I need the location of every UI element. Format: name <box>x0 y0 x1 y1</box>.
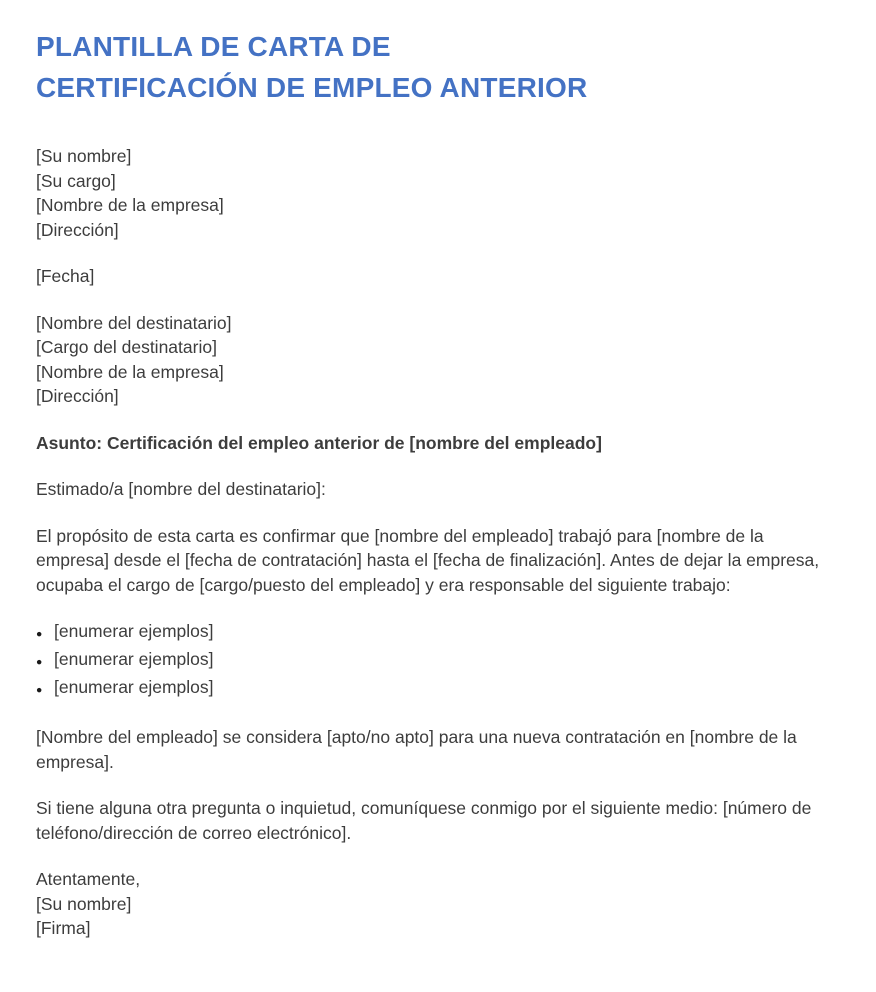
bullet-list <box>36 619 824 703</box>
recipient-role-line: [Cargo del destinatario] <box>36 337 217 357</box>
contact-paragraph: Si tiene alguna otra pregunta o inquietud, comuníquese conmigo por el siguiente medio: [número de teléfono/dirección de correo electrónico]. <box>36 798 812 843</box>
list-item-text: [enumerar ejemplos] <box>54 677 214 697</box>
sender-block <box>36 144 824 242</box>
sender-role-line: [Su cargo] <box>36 170 116 191</box>
closing-name-line: [Su nombre] <box>36 893 132 914</box>
list-item-text: [enumerar ejemplos] <box>54 649 214 669</box>
list-item <box>36 675 824 703</box>
sender-address-line: [Dirección] <box>36 219 119 240</box>
letter-title-line-2: CERTIFICACIÓN DE EMPLEO ANTERIOR <box>36 72 588 103</box>
bullet-icon: ● <box>36 656 43 668</box>
closing-signature-line: [Firma] <box>36 918 91 938</box>
rehire-paragraph: [Nombre del empleado] se considera [apto/no apto] para una nueva contratación en [nombre de la empresa]. <box>36 727 797 772</box>
sender-name-line: [Su nombre] <box>36 146 132 166</box>
recipient-address-line: [Dirección] <box>36 386 119 406</box>
letter-title <box>36 26 824 108</box>
subject-line: Asunto: Certificación del empleo anterior de [nombre del empleado] <box>36 432 602 453</box>
letter-title-line-1: PLANTILLA DE CARTA DE <box>36 31 391 62</box>
list-item <box>36 619 824 647</box>
intro-paragraph: El propósito de esta carta es confirmar que [nombre del empleado] trabajó para [nombre de la empresa] desde el [fecha de contratación] hasta el [fecha de finalización]. Antes de dejar la empresa, ocupaba el cargo de [cargo/puesto del empleado] y era responsable del siguiente trabajo: <box>36 525 820 595</box>
recipient-name-line: [Nombre del destinatario] <box>36 312 232 333</box>
list-item <box>36 647 824 675</box>
date-line: [Fecha] <box>36 266 95 286</box>
closing-salutation-line: Atentamente, <box>36 869 141 889</box>
closing-block <box>36 867 824 941</box>
list-item-text: [enumerar ejemplos] <box>54 621 214 641</box>
sender-company-line: [Nombre de la empresa] <box>36 195 224 215</box>
bullet-icon: ● <box>36 684 43 696</box>
recipient-block <box>36 311 824 409</box>
greeting-line: Estimado/a [nombre del destinatario]: <box>36 479 326 499</box>
recipient-company-line: [Nombre de la empresa] <box>36 361 224 382</box>
bullet-icon: ● <box>36 628 43 640</box>
